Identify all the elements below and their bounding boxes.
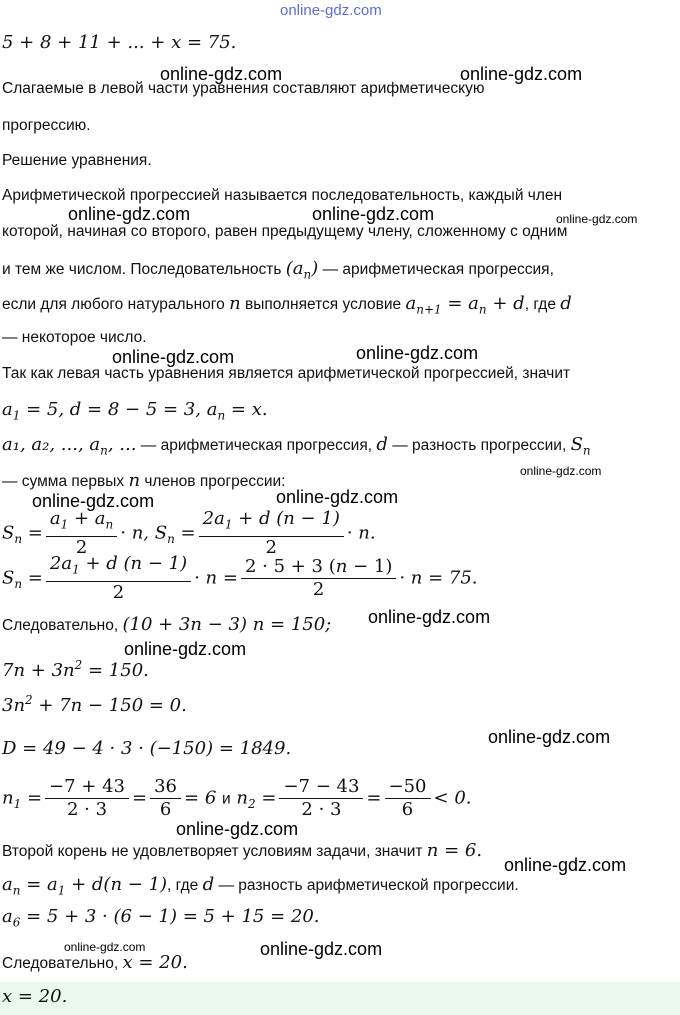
given-values: $a_1 = 5$, d = 8 − 5 = 3, $a_n = x$. (2, 399, 268, 423)
watermark: online-gdz.com (32, 491, 155, 511)
watermark-small: online-gdz.com (556, 212, 638, 226)
text-line-2: Слагаемые в левой части уравнения составляют арифметическую (2, 80, 485, 97)
watermark: online-gdz.com (368, 607, 491, 627)
eq-19: $3n^2 + 7n - 150 = 0$. (2, 693, 187, 716)
watermark: online-gdz.com (124, 639, 247, 659)
text-line-16: Следовательно, (10 + 3n − 3) n = 150; (2, 614, 332, 635)
watermark: online-gdz.com (276, 487, 399, 507)
top-watermark: online-gdz.com (280, 2, 382, 19)
text-line-9: — некоторое число. (2, 329, 147, 346)
text-line-22: Второй корень не удовлетворяет условиям задачи, значит n = 6. (2, 840, 483, 861)
recurrence-formula: $a_{n+1} = a_n + d$ (405, 293, 525, 317)
text-line-8b: выполняется условие (244, 296, 402, 313)
text-line-8 (2, 293, 572, 317)
watermark: online-gdz.com (504, 855, 627, 875)
watermark: online-gdz.com (160, 64, 283, 84)
step-16: (10 + 3n − 3) n = 150; (122, 614, 332, 635)
text-line-3: прогрессию. (2, 117, 91, 134)
var-n: n (229, 293, 241, 314)
sequence-list: a₁, a₂, ..., $a_n$, ... (2, 434, 137, 458)
watermark: online-gdz.com (176, 819, 299, 839)
var-d-2: d (376, 434, 388, 455)
text-line-23: $a_n = a_1 + d(n - 1)$, где d — разность арифметической прогрессии. (2, 874, 519, 898)
text-line-12b: — разность прогрессии, (392, 437, 567, 454)
eq-18: $7n + 3n^2 = 150$. (2, 658, 149, 681)
text-line-7 (2, 258, 554, 282)
watermark: online-gdz.com (68, 204, 191, 224)
text-line-7b: — арифметическая прогрессия, (322, 261, 554, 278)
discriminant: D = 49 − 4 · 3 · (−150) = 1849. (2, 738, 292, 759)
x-equals-20: x = 20. (122, 952, 188, 973)
text-line-5: Арифметической прогрессией называется последовательность, каждый член (2, 187, 563, 204)
roots: $n_1$ = $\frac{-7 + 43}{2 \cdot 3}$ = $\frac{36}{6}$ = 6 и $n_2$ = $\frac{-7 - 43}{2 \cdot 3}$ = $\frac{-50}{6}$ < 0. (2, 776, 472, 820)
watermark: online-gdz.com (356, 343, 479, 363)
sum-substitution: $S_n$ = $\frac{2a_1 + d (n - 1)}{2}$ · n = $\frac{2 \cdot 5 + 3 (n - 1)}{2}$ · n = 75. (2, 553, 478, 603)
var-d: d (560, 293, 572, 314)
text-line-10: Так как левая часть уравнения является арифметической прогрессией, значит (2, 365, 571, 382)
watermark: online-gdz.com (488, 727, 611, 747)
var-n-2: n (128, 470, 141, 491)
answer-text: x = 20. (2, 986, 68, 1007)
equation-main: 5 + 8 + 11 + ... + x = 75. (2, 32, 237, 53)
text-line-13b: членов прогрессии: (144, 473, 286, 490)
an-formula: $a_n = a_1 + d(n - 1)$ (2, 874, 168, 898)
var-Sn: $S_n$ (570, 434, 591, 458)
n-equals-6: n = 6. (426, 840, 483, 861)
text-line-4: Решение уравнения. (2, 152, 152, 169)
watermark-small: online-gdz.com (520, 464, 602, 478)
watermark: online-gdz.com (260, 939, 383, 959)
text-line-6: которой, начиная со второго, равен предыдущему члену, сложенному с одним (2, 223, 568, 240)
watermark: online-gdz.com (112, 347, 235, 367)
text-line-13a: — сумма первых (2, 473, 125, 490)
watermark-small: online-gdz.com (64, 940, 146, 954)
text-line-13 (2, 470, 285, 491)
answer-box (0, 982, 680, 1015)
text-line-7a: и тем же числом. Последовательность (2, 261, 282, 278)
watermark: online-gdz.com (312, 204, 435, 224)
text-line-25: Следовательно, x = 20. (2, 952, 188, 973)
watermark: online-gdz.com (460, 64, 583, 84)
text-line-8a: если для любого натурального (2, 296, 225, 313)
text-line-12a: — арифметическая прогрессия, (140, 437, 373, 454)
text-line-8c: , где (524, 296, 556, 313)
sum-formulas: $S_n$ = $\frac{a_1 + a_n}{2}$ · n, $S_n$ = $\frac{2a_1 + d (n - 1)}{2}$ · n. (2, 508, 376, 558)
var-d-3: d (202, 874, 215, 895)
a6-calc: $a_6 = 5 + 3 \cdot (6 - 1) = 5 + 15 = 20$. (2, 906, 320, 930)
seq-an: $(a_n)$ (285, 258, 319, 282)
text-line-12 (2, 434, 591, 458)
